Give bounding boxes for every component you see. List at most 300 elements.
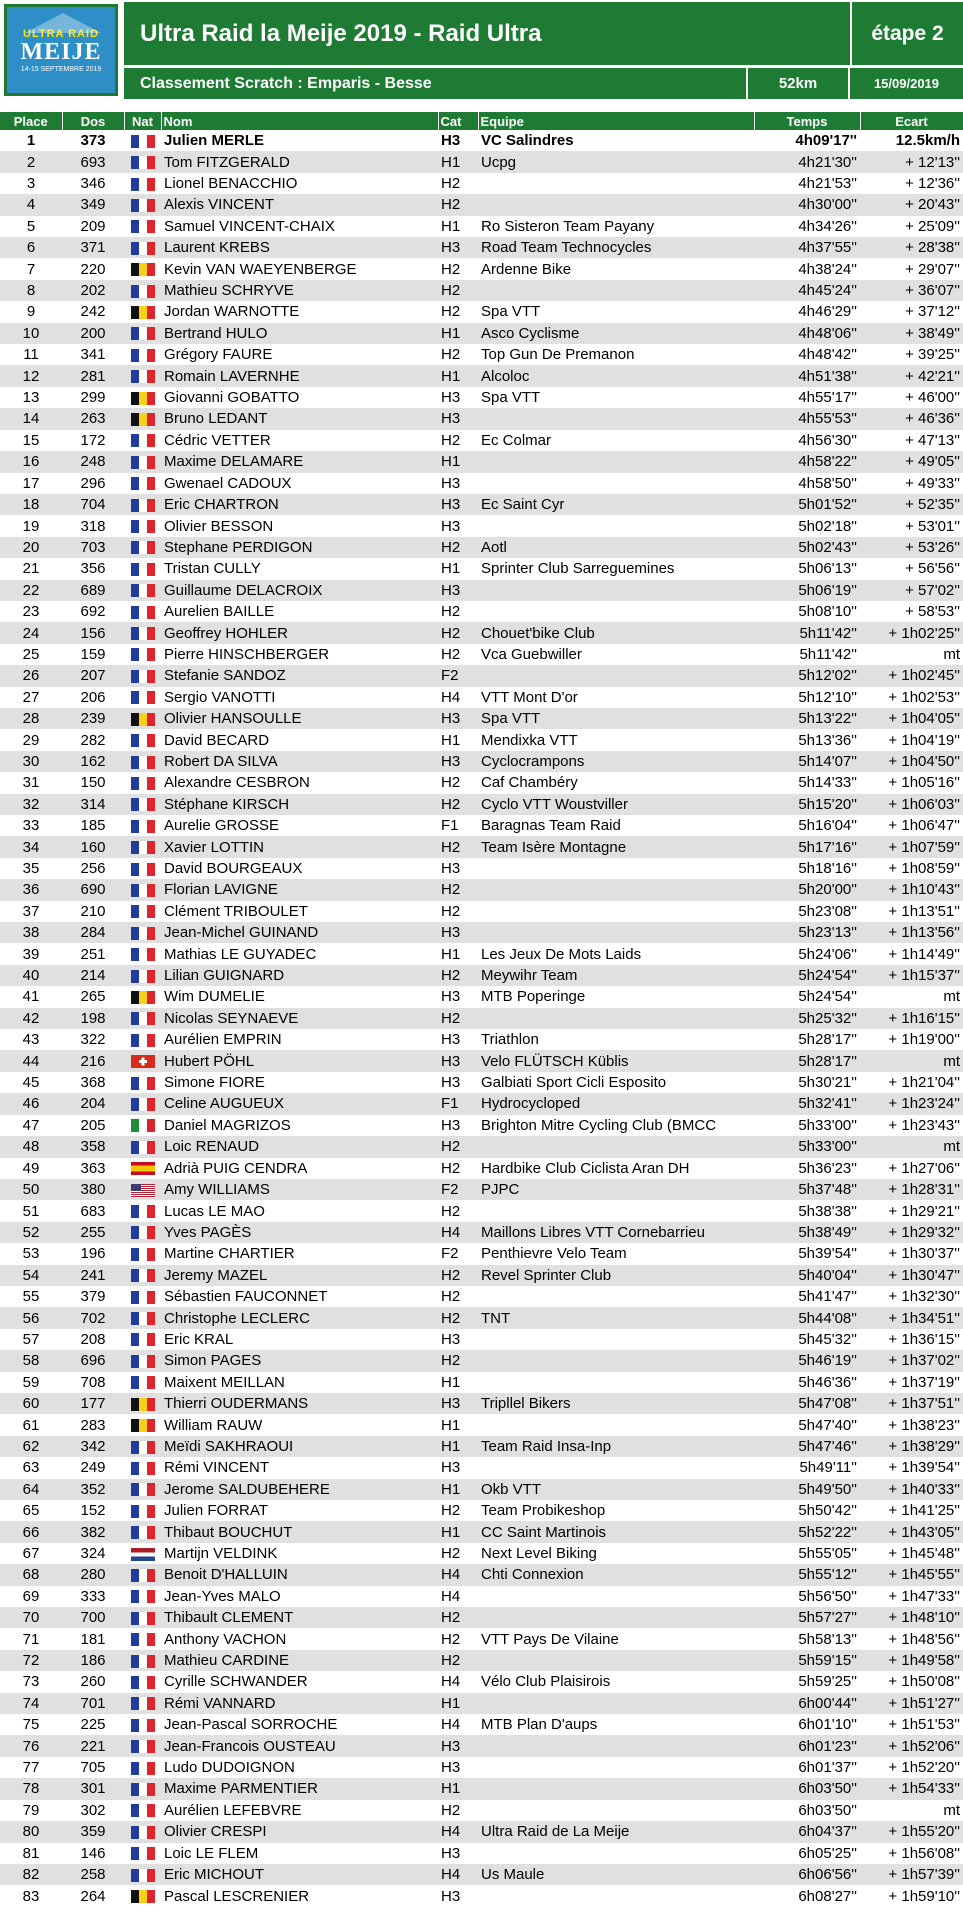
cell-nom: Maixent MEILLAN [161,1372,438,1393]
cell-dos: 296 [62,473,124,494]
cell-ecart: + 1h16'15'' [860,1008,963,1029]
cell-temps: 5h17'16'' [754,836,860,857]
cell-nat [124,1222,161,1243]
cell-cat: H3 [438,387,478,408]
cell-temps: 5h36'23'' [754,1158,860,1179]
cell-ecart: + 1h28'31'' [860,1179,963,1200]
cell-nat [124,1136,161,1157]
cell-cat: H3 [438,751,478,772]
cell-dos: 696 [62,1350,124,1371]
cell-nat [124,1586,161,1607]
cell-ecart: + 38'49'' [860,323,963,344]
cell-equipe: TNT [478,1307,754,1328]
cell-nat [124,772,161,793]
table-row [0,494,963,515]
cell-equipe: Spa VTT [478,708,754,729]
cell-temps: 5h12'02'' [754,665,860,686]
cell-temps: 5h58'13'' [754,1628,860,1649]
table-row [0,836,963,857]
table-row [0,365,963,386]
cell-dos: 196 [62,1243,124,1264]
cell-ecart: + 1h29'32'' [860,1222,963,1243]
cell-dos: 159 [62,644,124,665]
cell-dos: 181 [62,1628,124,1649]
cell-ecart: + 1h30'47'' [860,1265,963,1286]
cell-cat: H2 [438,601,478,622]
table-row [0,473,963,494]
table-row [0,1179,963,1200]
cell-nom: Gwenael CADOUX [161,473,438,494]
cell-nat [124,1093,161,1114]
cell-nom: Lilian GUIGNARD [161,965,438,986]
cell-equipe [478,1693,754,1714]
table-row [0,1628,963,1649]
cell-dos: 692 [62,601,124,622]
table-row [0,1735,963,1756]
cell-temps: 5h46'36'' [754,1372,860,1393]
cell-dos: 318 [62,515,124,536]
cell-place: 82 [0,1864,62,1885]
table-row [0,1800,963,1821]
cell-place: 27 [0,687,62,708]
cell-nat [124,344,161,365]
cell-temps: 5h39'54'' [754,1243,860,1264]
cell-nat [124,1800,161,1821]
cell-place: 1 [0,130,62,151]
cell-nom: Sergio VANOTTI [161,687,438,708]
table-row [0,408,963,429]
cell-nat [124,1050,161,1071]
table-row [0,430,963,451]
table-row [0,1543,963,1564]
cell-temps: 5h02'18'' [754,515,860,536]
cell-cat: H1 [438,1414,478,1435]
cell-ecart: + 1h57'39'' [860,1864,963,1885]
table-row [0,1286,963,1307]
flag-fr-icon [131,1719,155,1732]
cell-nat [124,858,161,879]
flag-fr-icon [131,1248,155,1261]
cell-place: 32 [0,794,62,815]
cell-place: 22 [0,580,62,601]
cell-equipe: Sprinter Club Sarreguemines [478,558,754,579]
flag-fr-icon [131,477,155,490]
cell-nom: Pierre HINSCHBERGER [161,644,438,665]
table-row [0,580,963,601]
cell-place: 34 [0,836,62,857]
cell-nat [124,1479,161,1500]
flag-fr-icon [131,1205,155,1218]
cell-ecart: + 1h43'05'' [860,1521,963,1542]
table-row [0,1350,963,1371]
cell-nat [124,216,161,237]
cell-place: 14 [0,408,62,429]
page-title: Ultra Raid la Meije 2019 - Raid Ultra [124,2,850,65]
cell-cat: H2 [438,1350,478,1371]
race-logo [4,4,118,96]
cell-ecart: + 1h52'20'' [860,1757,963,1778]
cell-nat [124,901,161,922]
col-place: Place [0,112,62,130]
cell-cat: H2 [438,794,478,815]
cell-temps: 5h28'17'' [754,1029,860,1050]
cell-cat: H2 [438,1136,478,1157]
cell-cat: H1 [438,1778,478,1799]
cell-nom: Stefanie SANDOZ [161,665,438,686]
cell-temps: 4h38'24'' [754,258,860,279]
cell-temps: 4h30'00'' [754,194,860,215]
cell-cat: H4 [438,1564,478,1585]
flag-fr-icon [131,434,155,447]
cell-nom: Pascal LESCRENIER [161,1885,438,1906]
cell-place: 68 [0,1564,62,1585]
cell-temps: 5h06'13'' [754,558,860,579]
cell-nat [124,622,161,643]
cell-place: 9 [0,301,62,322]
cell-equipe: Vca Guebwiller [478,644,754,665]
cell-nat [124,258,161,279]
cell-ecart: + 1h10'43'' [860,879,963,900]
cell-nat [124,1436,161,1457]
cell-ecart: + 1h51'53'' [860,1714,963,1735]
cell-nat [124,1393,161,1414]
cell-nom: Florian LAVIGNE [161,879,438,900]
flag-fr-icon [131,178,155,191]
cell-temps: 5h16'04'' [754,815,860,836]
cell-temps: 5h11'42'' [754,622,860,643]
table-row [0,301,963,322]
flag-be-icon [131,413,155,426]
cell-dos: 172 [62,430,124,451]
cell-equipe: Next Level Biking [478,1543,754,1564]
cell-cat: H3 [438,1050,478,1071]
table-row [0,451,963,472]
cell-nat [124,1521,161,1542]
cell-equipe [478,1735,754,1756]
cell-cat: H2 [438,173,478,194]
cell-cat: H2 [438,1607,478,1628]
cell-nom: Julien FORRAT [161,1500,438,1521]
cell-cat: H2 [438,965,478,986]
logo-line2: MEIJE [20,38,102,65]
cell-place: 81 [0,1843,62,1864]
cell-cat: H2 [438,901,478,922]
cell-equipe [478,879,754,900]
cell-cat: H2 [438,430,478,451]
table-row [0,151,963,172]
cell-cat: H2 [438,772,478,793]
mountain-icon [25,13,101,33]
cell-nat [124,151,161,172]
cell-nat [124,815,161,836]
cell-equipe: Chouet'bike Club [478,622,754,643]
cell-nat [124,1372,161,1393]
cell-nom: Jeremy MAZEL [161,1265,438,1286]
cell-dos: 200 [62,323,124,344]
cell-nat [124,1072,161,1093]
cell-cat: H2 [438,644,478,665]
cell-place: 57 [0,1329,62,1350]
cell-nom: Jean-Francois OUSTEAU [161,1735,438,1756]
cell-dos: 301 [62,1778,124,1799]
cell-ecart: + 1h23'24'' [860,1093,963,1114]
cell-dos: 248 [62,451,124,472]
cell-ecart: + 1h55'20'' [860,1821,963,1842]
table-row [0,1564,963,1585]
cell-nat [124,1158,161,1179]
cell-temps: 4h45'24'' [754,280,860,301]
cell-dos: 258 [62,1864,124,1885]
table-row [0,1693,963,1714]
cell-equipe [478,1414,754,1435]
flag-fr-icon [131,1740,155,1753]
cell-cat: H3 [438,1735,478,1756]
cell-ecart: + 1h45'48'' [860,1543,963,1564]
flag-fr-icon [131,734,155,747]
cell-temps: 5h28'17'' [754,1050,860,1071]
cell-nat [124,494,161,515]
flag-fr-icon [131,777,155,790]
cell-cat: H1 [438,1436,478,1457]
table-row [0,1072,963,1093]
cell-equipe: Spa VTT [478,387,754,408]
flag-fr-icon [131,1441,155,1454]
cell-equipe: Hardbike Club Ciclista Aran DH [478,1158,754,1179]
table-row [0,387,963,408]
table-row [0,1329,963,1350]
table-row [0,986,963,1007]
cell-dos: 341 [62,344,124,365]
cell-place: 72 [0,1650,62,1671]
cell-ecart: + 1h13'51'' [860,901,963,922]
cell-cat: H4 [438,687,478,708]
cell-equipe: Team Isère Montagne [478,836,754,857]
cell-nat [124,408,161,429]
cell-equipe [478,1757,754,1778]
cell-dos: 380 [62,1179,124,1200]
cell-temps: 6h01'23'' [754,1735,860,1756]
cell-nat [124,986,161,1007]
cell-cat: H3 [438,580,478,601]
cell-equipe [478,1457,754,1478]
table-row [0,901,963,922]
cell-ecart: + 25'09'' [860,216,963,237]
cell-nom: Jordan WARNOTTE [161,301,438,322]
cell-equipe [478,473,754,494]
table-row [0,1393,963,1414]
cell-nom: Romain LAVERNHE [161,365,438,386]
cell-nat [124,1329,161,1350]
flag-fr-icon [131,1869,155,1882]
cell-cat: H3 [438,473,478,494]
cell-nom: Daniel MAGRIZOS [161,1115,438,1136]
cell-nom: Eric KRAL [161,1329,438,1350]
cell-temps: 5h24'54'' [754,986,860,1007]
cell-temps: 4h37'55'' [754,237,860,258]
cell-place: 7 [0,258,62,279]
cell-dos: 265 [62,986,124,1007]
cell-nat [124,537,161,558]
cell-temps: 5h15'20'' [754,794,860,815]
cell-nom: Amy WILLIAMS [161,1179,438,1200]
col-dos: Dos [62,112,124,130]
cell-nom: Rémi VINCENT [161,1457,438,1478]
cell-equipe: Vélo Club Plaisirois [478,1671,754,1692]
cell-temps: 5h24'54'' [754,965,860,986]
cell-ecart: + 1h49'58'' [860,1650,963,1671]
table-row [0,729,963,750]
logo-line3: 14-15 SEPTEMBRE 2019 [20,65,102,73]
cell-dos: 701 [62,1693,124,1714]
flag-be-icon [131,1398,155,1411]
flag-be-icon [131,1419,155,1432]
cell-dos: 162 [62,751,124,772]
cell-dos: 208 [62,1329,124,1350]
cell-ecart: mt [860,1136,963,1157]
cell-place: 44 [0,1050,62,1071]
table-row [0,794,963,815]
cell-dos: 358 [62,1136,124,1157]
cell-nat [124,1693,161,1714]
cell-place: 40 [0,965,62,986]
flag-fr-icon [131,135,155,148]
col-nom: Nom [161,112,438,130]
cell-cat: H2 [438,1800,478,1821]
cell-place: 54 [0,1265,62,1286]
cell-temps: 5h08'10'' [754,601,860,622]
cell-place: 35 [0,858,62,879]
table-row [0,1671,963,1692]
cell-dos: 251 [62,943,124,964]
cell-place: 6 [0,237,62,258]
flag-fr-icon [131,863,155,876]
cell-place: 62 [0,1436,62,1457]
cell-temps: 4h51'38'' [754,365,860,386]
cell-nom: Mathias LE GUYADEC [161,943,438,964]
cell-nat [124,473,161,494]
cell-dos: 220 [62,258,124,279]
cell-temps: 5h50'42'' [754,1500,860,1521]
cell-ecart: + 42'21'' [860,365,963,386]
col-equipe: Equipe [478,112,754,130]
table-row [0,1500,963,1521]
cell-ecart: + 1h37'19'' [860,1372,963,1393]
cell-ecart: + 1h14'49'' [860,943,963,964]
flag-fr-icon [131,285,155,298]
cell-place: 77 [0,1757,62,1778]
cell-equipe: Triathlon [478,1029,754,1050]
table-row [0,280,963,301]
cell-equipe: Top Gun De Premanon [478,344,754,365]
cell-place: 78 [0,1778,62,1799]
cell-ecart: + 1h59'10'' [860,1885,963,1906]
cell-nat [124,1265,161,1286]
cell-ecart: + 46'00'' [860,387,963,408]
cell-place: 45 [0,1072,62,1093]
flag-us-icon [131,1184,155,1197]
cell-temps: 5h12'10'' [754,687,860,708]
cell-ecart: + 1h54'33'' [860,1778,963,1799]
cell-ecart: + 1h36'15'' [860,1329,963,1350]
cell-equipe [478,858,754,879]
flag-fr-icon [131,499,155,512]
cell-place: 74 [0,1693,62,1714]
cell-dos: 708 [62,1372,124,1393]
cell-nom: Cyrille SCHWANDER [161,1671,438,1692]
cell-nat [124,836,161,857]
cell-nom: Stéphane KIRSCH [161,794,438,815]
cell-dos: 282 [62,729,124,750]
cell-equipe: Revel Sprinter Club [478,1265,754,1286]
flag-fr-icon [131,1226,155,1239]
flag-fr-icon [131,1526,155,1539]
table-row [0,708,963,729]
cell-nat [124,558,161,579]
flag-fr-icon [131,927,155,940]
flag-fr-icon [131,670,155,683]
cell-nom: Robert DA SILVA [161,751,438,772]
logo-line1: ULTRA RAID [23,27,99,40]
cell-temps: 5h59'15'' [754,1650,860,1671]
cell-equipe: Cyclo VTT Woustviller [478,794,754,815]
cell-ecart: mt [860,1800,963,1821]
cell-cat: H2 [438,537,478,558]
flag-fr-icon [131,1141,155,1154]
cell-place: 49 [0,1158,62,1179]
cell-cat: H1 [438,1372,478,1393]
cell-ecart: + 1h32'30'' [860,1286,963,1307]
cell-nom: Julien MERLE [161,130,438,151]
cell-ecart: + 1h05'16'' [860,772,963,793]
cell-temps: 5h01'52'' [754,494,860,515]
cell-dos: 280 [62,1564,124,1585]
cell-nom: Hubert PÖHL [161,1050,438,1071]
cell-equipe [478,1372,754,1393]
flag-nl-icon [131,1548,155,1561]
cell-nat [124,1457,161,1478]
cell-nom: Meïdi SAKHRAOUI [161,1436,438,1457]
cell-place: 18 [0,494,62,515]
cell-ecart: + 1h02'25'' [860,622,963,643]
cell-nat [124,1350,161,1371]
cell-temps: 4h46'29'' [754,301,860,322]
cell-place: 25 [0,644,62,665]
cell-nom: Grégory FAURE [161,344,438,365]
cell-dos: 202 [62,280,124,301]
cell-dos: 324 [62,1543,124,1564]
cell-nom: Thibaut BOUCHUT [161,1521,438,1542]
ranking-subtitle: Classement Scratch : Emparis - Besse [124,68,746,99]
cell-place: 20 [0,537,62,558]
cell-nat [124,1821,161,1842]
cell-equipe: Ardenne Bike [478,258,754,279]
table-row [0,258,963,279]
cell-nat [124,1843,161,1864]
cell-dos: 283 [62,1414,124,1435]
cell-equipe: Okb VTT [478,1479,754,1500]
cell-nat [124,451,161,472]
cell-nat [124,708,161,729]
cell-cat: H1 [438,1521,478,1542]
cell-dos: 368 [62,1072,124,1093]
cell-nom: Ludo DUDOIGNON [161,1757,438,1778]
cell-temps: 5h06'19'' [754,580,860,601]
cell-nom: Olivier HANSOULLE [161,708,438,729]
cell-dos: 221 [62,1735,124,1756]
cell-dos: 346 [62,173,124,194]
cell-cat: H2 [438,1650,478,1671]
cell-dos: 702 [62,1307,124,1328]
